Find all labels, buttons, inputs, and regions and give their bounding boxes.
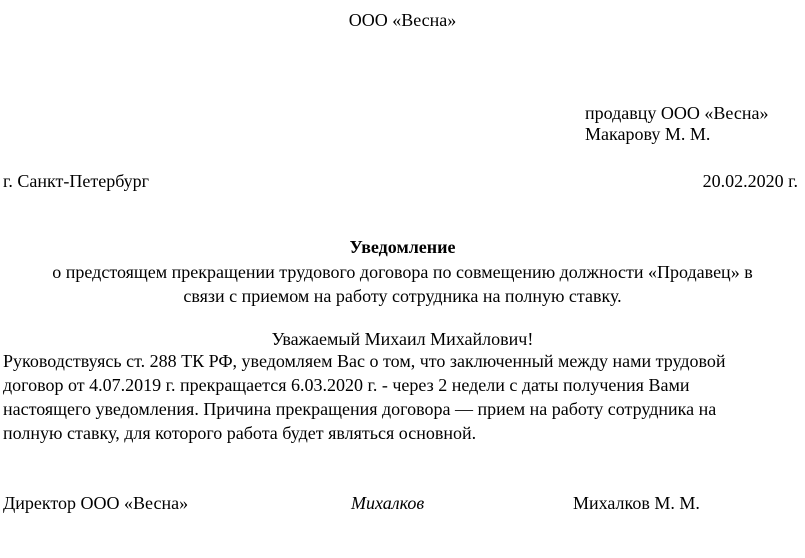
signatory-position: Директор ООО «Весна» — [3, 493, 189, 513]
document-city: г. Санкт-Петербург — [3, 171, 150, 191]
body-line: Руководствуясь ст. 288 ТК РФ, уведомляем Вас о том, что заключенный между нами трудовой — [3, 351, 726, 371]
organization-header: ООО «Весна» — [348, 10, 457, 30]
salutation: Уважаемый Михаил Михайлович! — [271, 329, 534, 349]
body-line: договор от 4.07.2019 г. прекращается 6.03.2020 г. - через 2 недели с даты получения Вами — [3, 375, 690, 395]
recipient-name: Макарову М. М. — [585, 124, 711, 144]
subtitle-line: о предстоящем прекращении трудового договора по совмещению должности «Продавец» в — [52, 262, 753, 282]
signatory-name: Михалков М. М. — [573, 493, 700, 513]
signature: Михалков — [351, 493, 425, 513]
body-line: полную ставку, для которого работа будет являться основной. — [3, 423, 477, 443]
document-title: Уведомление — [349, 237, 456, 257]
subtitle-line: связи с приемом на работу сотрудника на полную ставку. — [183, 286, 622, 306]
body-line: настоящего уведомления. Причина прекращения договора — прием на работу сотрудника на — [3, 399, 717, 419]
body-paragraph — [3, 349, 726, 445]
document-subtitle — [0, 260, 805, 308]
recipient-position: продавцу ООО «Весна» — [585, 103, 769, 123]
document-date: 20.02.2020 г. — [702, 171, 798, 191]
